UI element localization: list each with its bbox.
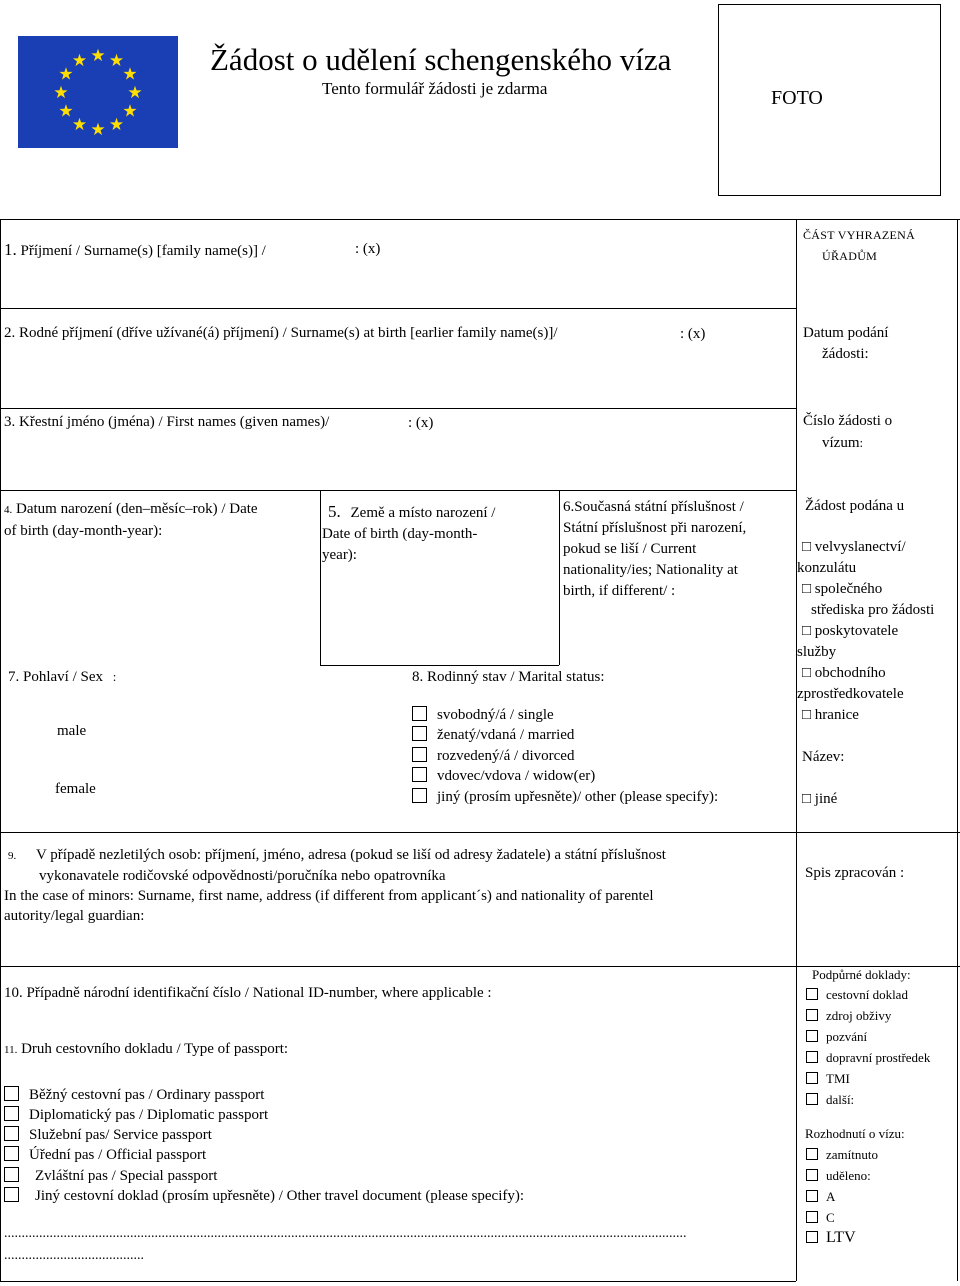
submitted-option-provider[interactable]: □ poskytovatele xyxy=(802,623,899,639)
supporting-option-invitation[interactable] xyxy=(806,1027,867,1047)
field-8-marital-status-label: 8. Rodinný stav / Marital status: xyxy=(412,669,605,685)
field-label-line: autority/legal guardian: xyxy=(4,908,145,924)
option-label: zamítnuto xyxy=(826,1147,878,1162)
checkbox[interactable] xyxy=(412,788,427,803)
divider xyxy=(0,832,960,833)
checkbox[interactable] xyxy=(806,1093,818,1105)
field-3-suffix: : (x) xyxy=(408,415,434,431)
option-label: cestovní doklad xyxy=(826,987,908,1002)
passport-option-diplomatic[interactable] xyxy=(4,1105,268,1125)
submitted-option-other[interactable]: □ jiné xyxy=(802,791,838,807)
checkbox[interactable] xyxy=(4,1167,19,1182)
supporting-option-tmi[interactable] xyxy=(806,1069,850,1089)
office-supporting-documents-heading: Podpůrné doklady: xyxy=(812,967,911,982)
option-label: Úřední pas / Official passport xyxy=(29,1147,207,1163)
field-number: 9. xyxy=(8,850,17,862)
supporting-option-transport[interactable] xyxy=(806,1048,930,1068)
checkbox[interactable] xyxy=(806,988,818,1000)
field-1-surname-label xyxy=(4,240,266,260)
submitted-option-common-centre-cont: střediska pro žádosti xyxy=(811,602,935,618)
field-label-line: 6.Současná státní příslušnost / xyxy=(563,499,744,515)
form-title: Žádost o udělení schengenského víza xyxy=(210,42,672,77)
office-heading-line: ČÁST VYHRAZENÁ xyxy=(803,228,916,242)
field-label-line: pokud se liší / Current xyxy=(563,541,697,557)
supporting-option-travel-document[interactable] xyxy=(806,985,908,1005)
field-label-line: Datum narození (den–měsíc–rok) / Date xyxy=(16,501,258,517)
option-label: rozvedený/á / divorced xyxy=(437,748,575,764)
option-label: C xyxy=(826,1210,835,1225)
label-colon: : xyxy=(859,435,864,450)
divider xyxy=(0,408,796,409)
marital-option-single[interactable] xyxy=(412,705,554,725)
field-colon: : xyxy=(112,669,117,684)
office-submission-date-label xyxy=(803,323,888,365)
divider xyxy=(0,219,1,1281)
submitted-option-intermediary-cont: zprostředkovatele xyxy=(797,686,904,702)
submitted-option-intermediary[interactable]: □ obchodního xyxy=(802,665,886,681)
field-1-suffix: : (x) xyxy=(355,241,381,257)
divider xyxy=(957,219,958,1281)
divider xyxy=(559,490,560,665)
marital-option-other[interactable] xyxy=(412,787,718,807)
label-line: žádosti: xyxy=(822,346,869,362)
submitted-option-border[interactable]: □ hranice xyxy=(802,707,859,723)
dotted-line: ................................................................................................................................................................................................... xyxy=(4,1226,687,1241)
office-heading-line: ÚŘADŮM xyxy=(822,249,878,263)
office-application-number-label xyxy=(803,411,892,454)
option-label: jiný (prosím upřesněte)/ other (please specify): xyxy=(437,789,719,805)
photo-box xyxy=(718,4,941,196)
passport-option-official[interactable] xyxy=(4,1145,206,1165)
option-label: svobodný/á / single xyxy=(437,707,554,723)
flag-star-icon: ★ xyxy=(71,115,88,135)
flag-star-icon: ★ xyxy=(90,46,106,66)
option-label: uděleno: xyxy=(826,1168,871,1183)
passport-option-ordinary[interactable] xyxy=(4,1085,264,1105)
flag-star-icon: ★ xyxy=(71,51,88,71)
field-label-line: Státní příslušnost při narození, xyxy=(563,520,747,536)
checkbox[interactable] xyxy=(4,1146,19,1161)
flag-star-icon: ★ xyxy=(108,51,125,71)
marital-option-married[interactable] xyxy=(412,725,574,745)
label-line: vízum xyxy=(822,435,860,451)
submitted-option-embassy[interactable]: □ velvyslanectví/ xyxy=(802,539,906,555)
checkbox[interactable] xyxy=(4,1187,19,1202)
field-label-line: Date of birth (day-month- xyxy=(322,526,478,542)
checkbox[interactable] xyxy=(412,747,427,762)
decision-option-issued[interactable] xyxy=(806,1166,871,1186)
checkbox[interactable] xyxy=(806,1231,818,1243)
decision-option-c[interactable] xyxy=(806,1208,835,1228)
office-heading xyxy=(803,225,915,267)
submitted-heading: Žádost podána u xyxy=(805,498,905,514)
divider xyxy=(0,308,796,309)
option-label: LTV xyxy=(826,1229,856,1246)
marital-option-widowed[interactable] xyxy=(412,766,595,786)
field-label: 7. Pohlaví / Sex xyxy=(8,669,104,685)
field-5-birthplace-label xyxy=(322,501,495,566)
option-label: Jiný cestovní doklad (prosím upřesněte) / Other travel document (please specify): xyxy=(35,1188,525,1204)
decision-option-refused[interactable] xyxy=(806,1145,878,1165)
checkbox[interactable] xyxy=(806,1211,818,1223)
form-subtitle: Tento formulář žádosti je zdarma xyxy=(322,79,548,98)
checkbox[interactable] xyxy=(4,1126,19,1141)
submitted-option-provider-cont: služby xyxy=(797,644,837,660)
field-number: 4. xyxy=(4,504,13,516)
field-2-suffix: : (x) xyxy=(680,326,706,342)
field-number: 5. xyxy=(328,502,341,521)
sex-option-female[interactable]: female xyxy=(55,781,96,797)
checkbox[interactable] xyxy=(806,1190,818,1202)
passport-option-service[interactable] xyxy=(4,1125,212,1145)
field-6-nationality-label xyxy=(563,497,746,602)
option-label: pozvání xyxy=(826,1029,868,1044)
field-label: Druh cestovního dokladu / Type of passport: xyxy=(21,1041,289,1057)
flag-star-icon: ★ xyxy=(58,101,74,122)
field-4-date-of-birth-label xyxy=(4,499,258,542)
checkbox[interactable] xyxy=(806,1051,818,1063)
field-label-line: nationality/ies; Nationality at xyxy=(563,562,738,578)
flag-star-icon: ★ xyxy=(108,115,125,135)
field-number: 1. xyxy=(4,240,17,259)
submitted-option-common-centre[interactable]: □ společného xyxy=(802,581,883,597)
checkbox[interactable] xyxy=(412,767,427,782)
passport-option-other[interactable] xyxy=(4,1186,524,1206)
field-label-line: year): xyxy=(322,547,357,563)
option-label: zdroj obživy xyxy=(826,1008,892,1023)
checkbox[interactable] xyxy=(412,726,427,741)
field-label-line: In the case of minors: Surname, first name, address (if different from applicant´s) and nationality of parentel xyxy=(4,888,654,904)
option-label: Diplomatický pas / Diplomatic passport xyxy=(29,1107,269,1123)
checkbox[interactable] xyxy=(412,706,427,721)
option-label: Běžný cestovní pas / Ordinary passport xyxy=(29,1087,265,1103)
flag-star-icon: ★ xyxy=(122,101,138,122)
supporting-option-means[interactable] xyxy=(806,1006,891,1026)
checkbox[interactable] xyxy=(806,1169,818,1181)
field-label-line: V případě nezletilých osob: příjmení, jméno, adresa (pokud se liší od adresy žadatele) a státní příslušnost xyxy=(36,847,666,863)
option-label: A xyxy=(826,1189,836,1204)
sex-option-male[interactable]: male xyxy=(57,723,87,739)
photo-label: FOTO xyxy=(771,87,823,109)
decision-option-ltv[interactable] xyxy=(806,1228,856,1248)
label-line: Datum podání xyxy=(803,325,889,341)
office-submitted-at xyxy=(797,496,934,810)
field-label-line: birth, if different/ : xyxy=(563,583,676,599)
field-label-line: of birth (day-month-year): xyxy=(4,523,163,539)
checkbox[interactable] xyxy=(806,1009,818,1021)
divider xyxy=(0,219,960,220)
checkbox[interactable] xyxy=(4,1106,19,1121)
flag-star-icon: ★ xyxy=(58,64,74,85)
label-line: Číslo žádosti o xyxy=(803,413,893,429)
flag-star-icon: ★ xyxy=(127,83,143,103)
field-2-birth-surname-label: 2. Rodné příjmení (dříve užívané(á) příjmení) / Surname(s) at birth [earlier family name(s)]/ xyxy=(4,325,558,341)
option-label: Služební pas/ Service passport xyxy=(29,1127,212,1143)
divider xyxy=(0,490,796,491)
divider xyxy=(320,490,321,665)
checkbox[interactable] xyxy=(806,1072,818,1084)
option-label: další: xyxy=(826,1092,855,1107)
field-label: Příjmení / Surname(s) [family name(s)] / xyxy=(20,243,266,259)
field-3-first-names-label: 3. Křestní jméno (jména) / First names (given names)/ xyxy=(4,414,330,430)
option-label: vdovec/vdova / widow(er) xyxy=(437,768,596,784)
passport-option-special[interactable] xyxy=(4,1166,217,1186)
field-9-guardian-label xyxy=(4,845,666,926)
field-label-line: Země a místo narození / xyxy=(350,505,496,521)
flag-star-icon: ★ xyxy=(53,83,69,103)
dotted-line: ........................................ xyxy=(4,1248,144,1263)
office-decision-heading: Rozhodnutí o vízu: xyxy=(805,1126,905,1141)
supporting-option-other[interactable] xyxy=(806,1090,854,1110)
field-11-passport-type-label xyxy=(4,1041,288,1058)
field-7-sex-label xyxy=(8,669,116,686)
option-label: dopravní prostředek xyxy=(826,1050,931,1065)
divider xyxy=(0,1281,796,1282)
flag-star-icon: ★ xyxy=(90,120,106,140)
checkbox[interactable] xyxy=(4,1086,19,1101)
field-label-line: vykonavatele rodičovské odpovědnosti/poručníka nebo opatrovníka xyxy=(39,868,446,884)
office-processed-label: Spis zpracován : xyxy=(805,865,905,881)
submitted-name-label: Název: xyxy=(802,749,845,765)
option-label: Zvláštní pas / Special passport xyxy=(35,1168,218,1184)
checkbox[interactable] xyxy=(806,1030,818,1042)
checkbox[interactable] xyxy=(806,1148,818,1160)
marital-option-divorced[interactable] xyxy=(412,746,574,766)
field-10-national-id-label: 10. Případně národní identifikační číslo / National ID-number, where applicable : xyxy=(4,985,492,1001)
flag-star-icon: ★ xyxy=(122,64,138,85)
divider xyxy=(320,665,559,666)
eu-flag-stars xyxy=(18,36,178,148)
option-label: ženatý/vdaná / married xyxy=(437,727,575,743)
eu-flag-icon xyxy=(18,36,178,148)
decision-option-a[interactable] xyxy=(806,1187,835,1207)
option-label: TMI xyxy=(826,1071,850,1086)
field-number: 11. xyxy=(4,1044,18,1056)
submitted-option-embassy-cont: konzulátu xyxy=(797,560,857,576)
